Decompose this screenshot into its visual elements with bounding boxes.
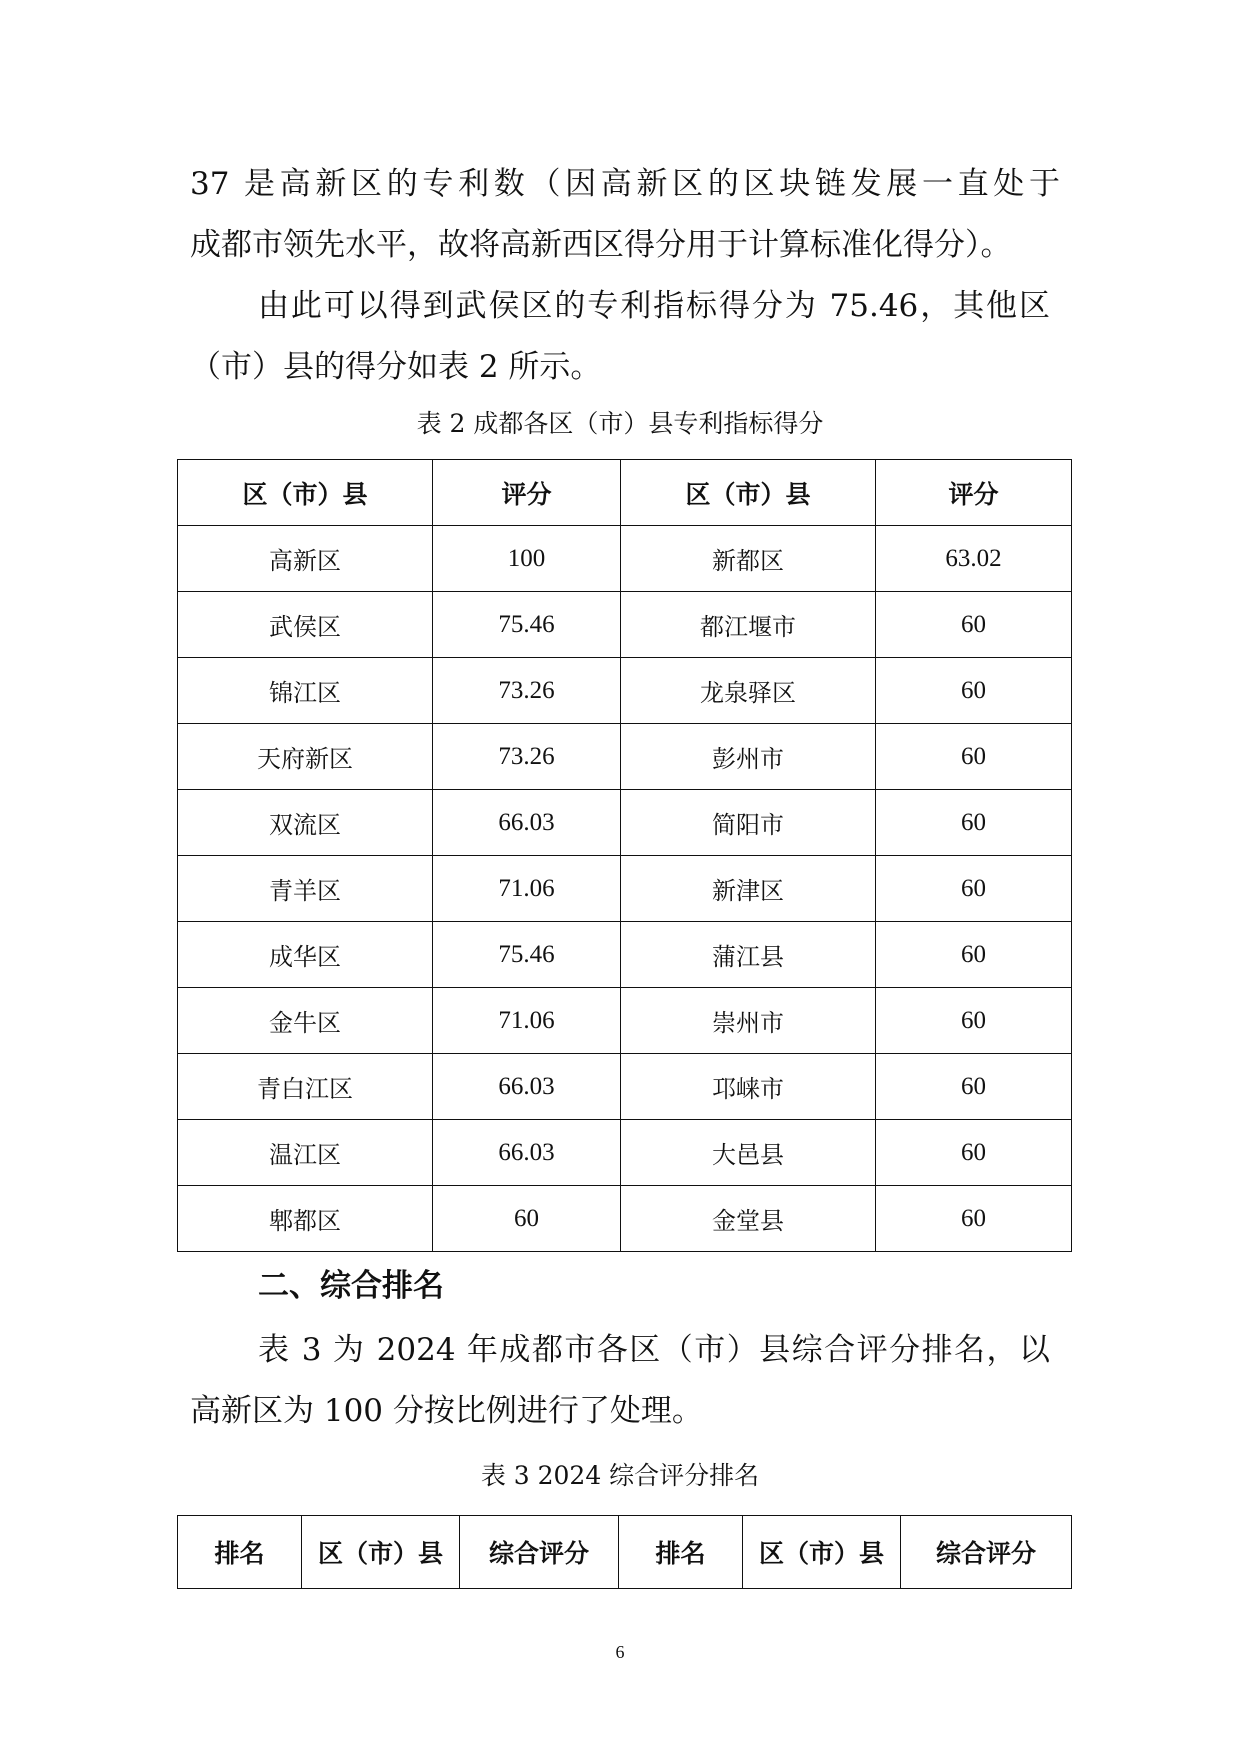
header-composite-score: 综合评分 [460,1516,619,1589]
score-cell: 60 [876,922,1072,988]
table-row [178,1054,1072,1120]
score-cell: 60 [876,790,1072,856]
score-cell: 60 [876,856,1072,922]
table-row [178,658,1072,724]
score-cell: 71.06 [433,856,621,922]
district-cell: 青羊区 [178,856,433,922]
table-row [178,592,1072,658]
district-cell: 彭州市 [621,724,876,790]
district-cell: 简阳市 [621,790,876,856]
table-row [178,724,1072,790]
header-district: 区（市）县 [743,1516,901,1589]
score-cell: 60 [876,724,1072,790]
table-row [178,790,1072,856]
table-row [178,856,1072,922]
score-cell: 60 [876,592,1072,658]
district-cell: 蒲江县 [621,922,876,988]
table3-caption: 表 3 2024 综合评分排名 [480,1461,760,1490]
district-cell: 邛崃市 [621,1054,876,1120]
district-cell: 双流区 [178,790,433,856]
page-number: 6 [615,1642,625,1662]
intro-line-1: 37 是高新区的专利数（因高新区的区块链发展一直处于 [190,166,1060,202]
score-cell: 60 [433,1186,621,1252]
score-cell: 71.06 [433,988,621,1054]
header-rank: 排名 [619,1516,743,1589]
header-score: 评分 [876,460,1072,526]
score-cell: 60 [876,1186,1072,1252]
district-cell: 都江堰市 [621,592,876,658]
section-heading: 二、综合排名 [258,1268,444,1304]
result-line-2: （市）县的得分如表 2 所示。 [190,349,602,385]
patent-score-table [177,459,1072,1252]
score-cell: 66.03 [433,1054,621,1120]
score-cell: 60 [876,1120,1072,1186]
section-line-1: 表 3 为 2024 年成都市各区（市）县综合评分排名，以 [258,1332,1050,1368]
district-cell: 郫都区 [178,1186,433,1252]
score-cell: 60 [876,1054,1072,1120]
district-cell: 武侯区 [178,592,433,658]
table-header-row [178,1516,1072,1589]
score-cell: 75.46 [433,922,621,988]
district-cell: 青白江区 [178,1054,433,1120]
header-rank: 排名 [178,1516,302,1589]
district-cell: 大邑县 [621,1120,876,1186]
header-district: 区（市）县 [178,460,433,526]
table-row [178,526,1072,592]
score-cell: 75.46 [433,592,621,658]
table-row [178,922,1072,988]
district-cell: 高新区 [178,526,433,592]
result-line-1: 由此可以得到武侯区的专利指标得分为 75.46，其他区 [258,288,1050,324]
header-district: 区（市）县 [302,1516,460,1589]
table-row [178,1120,1072,1186]
table-row [178,1186,1072,1252]
score-cell: 66.03 [433,790,621,856]
table-header-row [178,460,1072,526]
district-cell: 天府新区 [178,724,433,790]
table2-caption: 表 2 成都各区（市）县专利指标得分 [416,409,824,438]
district-cell: 新都区 [621,526,876,592]
section-line-2: 高新区为 100 分按比例进行了处理。 [190,1393,703,1429]
score-cell: 66.03 [433,1120,621,1186]
header-composite-score: 综合评分 [901,1516,1072,1589]
header-district: 区（市）县 [621,460,876,526]
score-cell: 73.26 [433,658,621,724]
header-score: 评分 [433,460,621,526]
district-cell: 锦江区 [178,658,433,724]
score-cell: 73.26 [433,724,621,790]
district-cell: 温江区 [178,1120,433,1186]
score-cell: 63.02 [876,526,1072,592]
district-cell: 龙泉驿区 [621,658,876,724]
intro-line-2: 成都市领先水平，故将高新西区得分用于计算标准化得分）。 [190,227,1012,263]
district-cell: 成华区 [178,922,433,988]
score-cell: 60 [876,658,1072,724]
composite-ranking-table [177,1515,1072,1589]
district-cell: 金牛区 [178,988,433,1054]
score-cell: 60 [876,988,1072,1054]
district-cell: 新津区 [621,856,876,922]
district-cell: 崇州市 [621,988,876,1054]
score-cell: 100 [433,526,621,592]
table-row [178,988,1072,1054]
district-cell: 金堂县 [621,1186,876,1252]
